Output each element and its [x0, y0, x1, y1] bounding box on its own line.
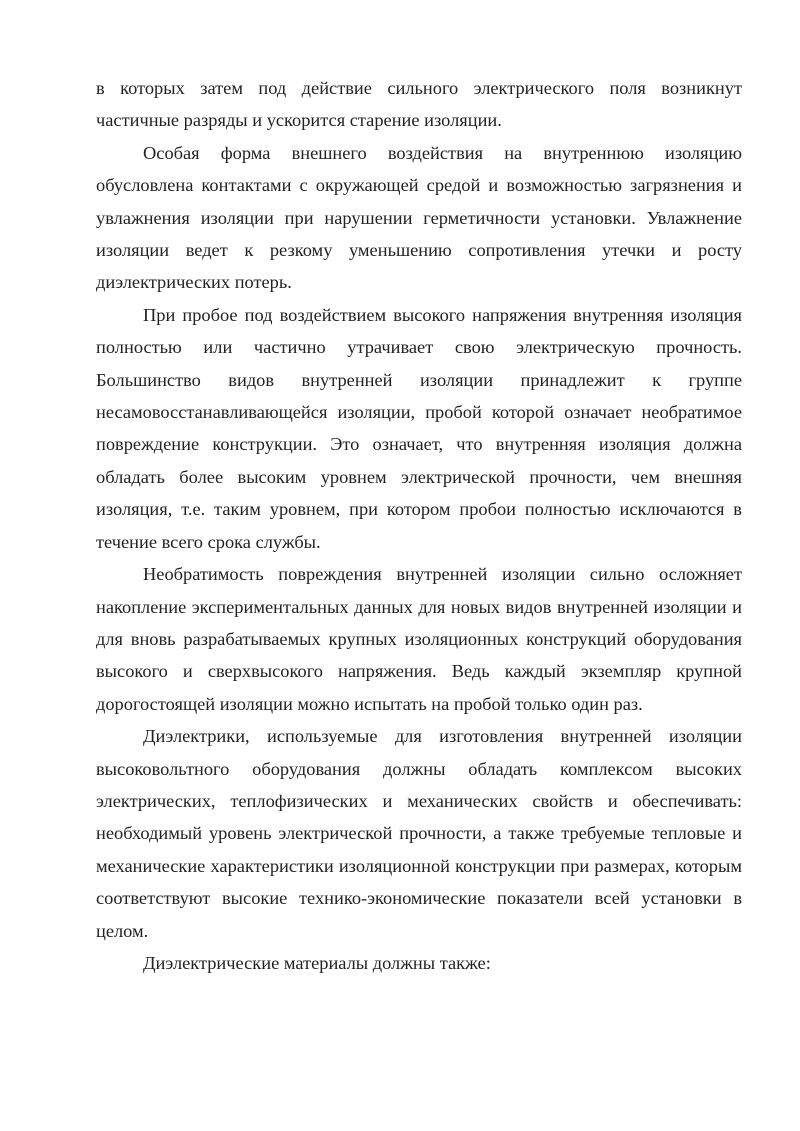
- paragraph-dielectrics: Диэлектрики, используемые для изготовления внутренней изоляции высоковольтного оборудования должны обладать комплексом высоких электрических, теплофизических и механических свойств и обеспечивать: необходимый уровень электрической прочности, а также требуемые тепловые и механические характеристики изоляционной конструкции при размерах, которым соответствуют высокие технико-экономические показатели всей установки в целом.: [96, 726, 742, 941]
- body-text: [96, 72, 742, 979]
- paragraph-breakdown: При пробое под воздействием высокого напряжения внутренняя изоляция полностью или частично утрачивает свою электрическую прочность. Большинство видов внутренней изоляции принадлежит к группе несамовосстанавливающейся изоляции, пробой которой означает необратимое повреждение конструкции. Это означает, что внутренняя изоляция должна обладать более высоким уровнем электрической прочности, чем внешняя изоляция, т.е. таким уровнем, при котором пробои полностью исключаются в течение всего срока службы.: [96, 304, 742, 552]
- paragraph-requirements-intro: Диэлектрические материалы должны также:: [143, 952, 491, 973]
- paragraph-irreversibility: Необратимость повреждения внутренней изоляции сильно осложняет накопление экспериментальных данных для новых видов внутренней изоляции и для вновь разрабатываемых крупных изоляционных конструкций оборудования высокого и сверхвысокого напряжения. Ведь каждый экземпляр крупной дорогостоящей изоляции можно испытать на пробой только один раз.: [96, 564, 742, 714]
- paragraph-external-influence: Особая форма внешнего воздействия на внутреннюю изоляцию обусловлена контактами с окружающей средой и возможностью загрязнения и увлажнения изоляции при нарушении герметичности установки. Увлажнение изоляции ведет к резкому уменьшению сопротивления утечки и росту диэлектрических потерь.: [96, 142, 742, 293]
- paragraph-continuation: в которых затем под действие сильного электрического поля возникнут частичные разряды и ускорится старение изоляции.: [96, 78, 742, 131]
